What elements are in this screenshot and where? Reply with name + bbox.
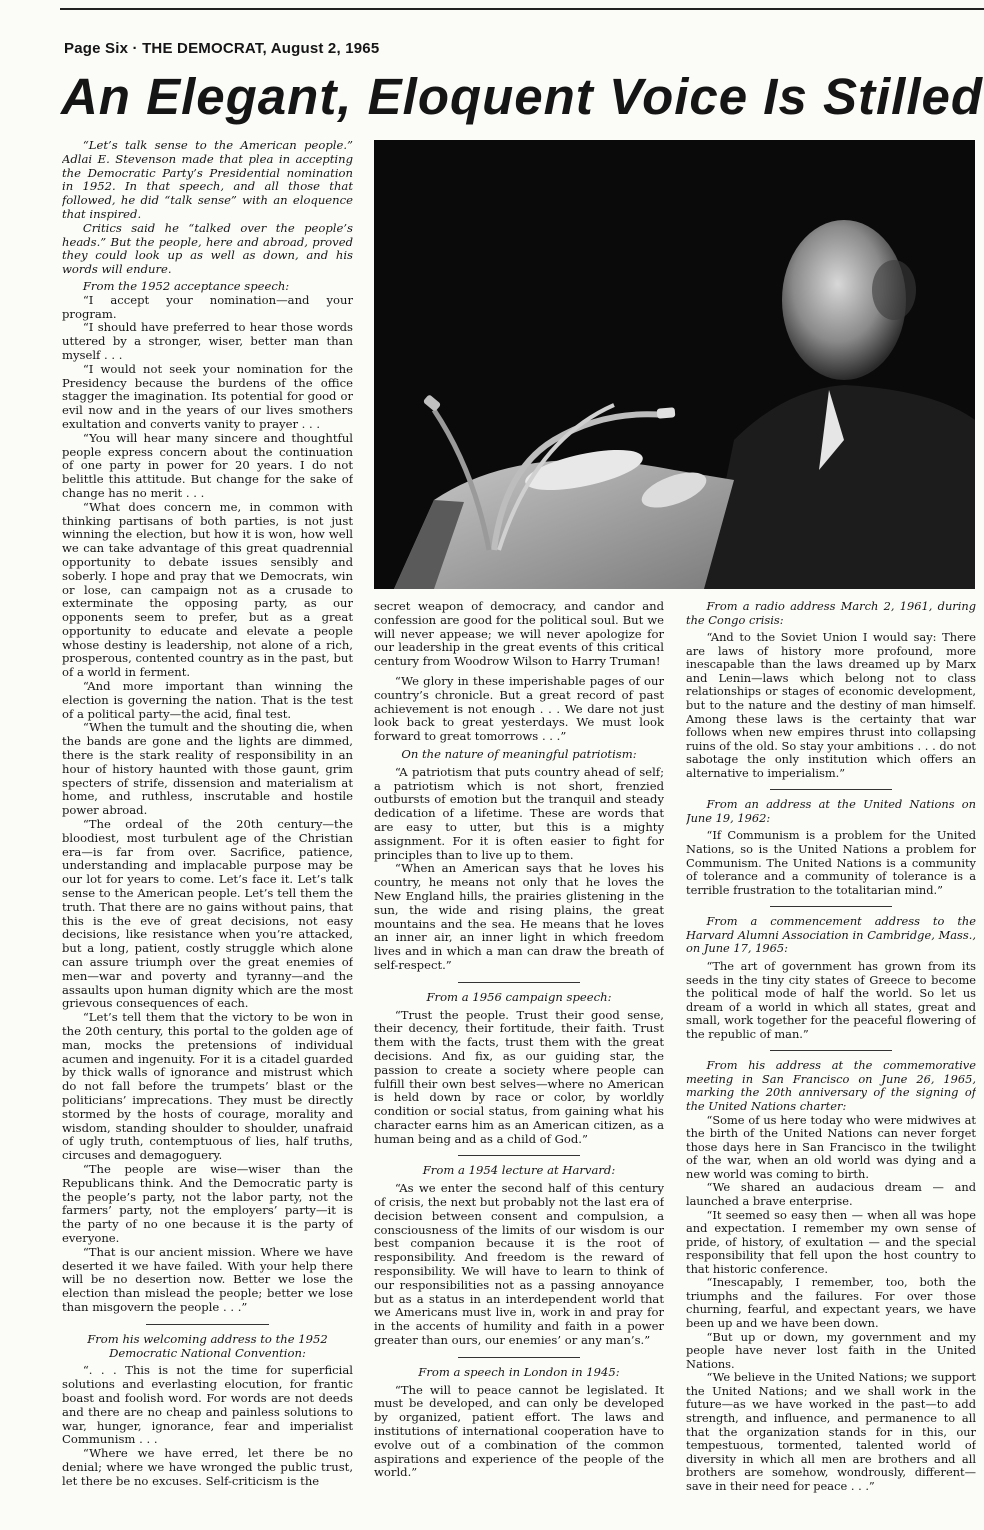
quote-paragraph: secret weapon of democracy, and candor and confession are good for the political soul. But we will never appease; we will never apologize for our leadership in the great events of this critical century from Woodrow Wilson to Harry Truman! xyxy=(374,600,664,669)
quote-paragraph: “What does concern me, in common with thinking partisans of both parties, is not just winning the election, but how it is won, how well we can take advantage of this great quadrennial opportunity to debate issues sensibly and soberly. I hope and pray that we Democrats, win or lose, can campaign not as a crusade to exterminate the opposing party, as our opponents seem to prefer, but as a great opportunity to educate and elevate a people whose destiny is leadership, not alone of a rich, prosperous, contented country as in the past, but of a world in ferment. xyxy=(62,499,353,680)
section-heading: From the 1952 acceptance speech: xyxy=(82,278,290,293)
section-divider xyxy=(770,1050,892,1051)
section-divider xyxy=(458,982,580,983)
section-heading: From a 1956 campaign speech: xyxy=(426,989,612,1004)
quote-paragraph: “Some of us here today who were midwives at the birth of the United Nations can never forget those days here in San Francisco in the twilight of the war, when an old world was dying and a new world was coming to birth. xyxy=(686,1112,976,1181)
section-heading: From a speech in London in 1945: xyxy=(418,1364,620,1379)
section-divider xyxy=(770,906,892,907)
article-column-3 xyxy=(686,600,976,1505)
quote-paragraph: “We shared an audacious dream — and launched a brave enterprise. xyxy=(686,1180,976,1208)
quote-paragraph: “I should have preferred to hear those words uttered by a stronger, wiser, better man than myself . . . xyxy=(62,320,353,362)
quote-paragraph: “It seemed so easy then — when all was hope and expectation. I remember my own sense of pride, of history, of exultation — and the special responsibility that fell upon the host country to that historic conference. xyxy=(686,1207,976,1276)
section-heading: From a commencement address to the Harvard Alumni Association in Cambridge, Mass., on June 17, 1965: xyxy=(686,914,976,956)
quote-paragraph: “Trust the people. Trust their good sense, their decency, their fortitude, their faith. Trust them with the facts, trust them with the great decisions. And fix, as our guiding star, the passion to create a society where people can fulfill their own best selves—where no American is held down by race or color, by worldly condition or social status, from gaining what his character earns him as an American citizen, as a human being and as a child of God.” xyxy=(374,1007,664,1146)
quote-paragraph: “The people are wise—wiser than the Republicans think. And the Democratic party is the people’s party, not the labor party, not the farmers’ party, not the employers’ party—it is the party of no one because it is the party of everyone. xyxy=(62,1161,353,1245)
quote-paragraph: “I accept your nomination—and your program. xyxy=(62,292,353,321)
section-heading: From a 1954 lecture at Harvard: xyxy=(422,1163,616,1178)
section-divider xyxy=(146,1324,268,1325)
quote-paragraph: “That is our ancient mission. Where we have deserted it we have failed. With your help there will be no desertion now. Better we lose the election than mislead the people; better we lose than misgovern the people . . .” xyxy=(62,1244,353,1314)
section-divider xyxy=(458,1155,580,1156)
section-heading: From an address at the United Nations on June 19, 1962: xyxy=(686,797,976,825)
section-divider xyxy=(770,789,892,790)
quote-paragraph: “We believe in the United Nations; we support the United Nations; and we shall work in the future—as we have worked in the past—to add strength, and influence, and permanence to all that the organization stands for in this, our tempestuous, tormented, talented world of diversity in which all men are brothers and all brothers are somehow, wondrously, different—save in their need for peace . . .” xyxy=(686,1370,976,1493)
quote-paragraph: “You will hear many sincere and thoughtful people express concern about the continuation of one party in power for 20 years. I do not belittle this attitude. But change for the sake of change has no merit . . . xyxy=(62,430,353,500)
section-heading: From his welcoming address to the 1952 Democratic National Convention: xyxy=(87,1331,328,1360)
section-divider xyxy=(458,1357,580,1358)
quote-paragraph: “The art of government has grown from its seeds in the tiny city states of Greece to become the political mode of half the world. So let us dream of a world in which all states, great and small, work together for the peaceful flowering of the republic of man.” xyxy=(686,958,976,1041)
section-heading: From a radio address March 2, 1961, during the Congo crisis: xyxy=(686,600,976,627)
intro-paragraph: “Let’s talk sense to the American people.” Adlai E. Stevenson made that plea in accepting the Democratic Party’s Presidential nomination in 1952. In that speech, and all those that followed, he did “talk sense” with an eloquence that inspired. xyxy=(62,139,353,221)
quote-paragraph: “I would not seek your nomination for the Presidency because the burdens of the office stagger the imagination. Its potential for good or evil now and in the years of our lives smothers exultation and converts vanity to prayer . . . xyxy=(62,361,353,431)
article-column-1 xyxy=(62,139,353,1514)
quote-paragraph: “A patriotism that puts country ahead of self; a patriotism which is not short, frenzied outbursts of emotion but the tranquil and steady dedication of a lifetime. These are words that are easy to utter, but this is a mighty assignment. For it is often easier to fight for principles than to live up to them. xyxy=(374,764,664,862)
section-heading: On the nature of meaningful patriotism: xyxy=(401,746,637,761)
quote-paragraph: “. . . This is not the time for superficial solutions and everlasting elocution, for frantic boast and foolish word. For words are not deeds and there are no cheap and painless solutions to war, hunger, ignorance, fear and imperialist Communism . . . xyxy=(62,1363,353,1447)
quote-paragraph: “When the tumult and the shouting die, when the bands are gone and the lights are dimmed, there is the stark reality of responsibility in an hour of history haunted with those gaunt, grim specters of strife, dissension and materialism at home, and ruthless, inscrutable and hostile power abroad. xyxy=(62,720,353,818)
page-folio: Page Six · THE DEMOCRAT, August 2, 1965 xyxy=(64,40,380,57)
quote-paragraph: “If Communism is a problem for the United Nations, so is the United Nations a problem for Communism. The United Nations is a community of tolerance and a community of tolerance is a terrible frustration to the totalitarian mind.” xyxy=(686,828,976,897)
quote-paragraph: “And to the Soviet Union I would say: There are laws of history more profound, more inescapable than the laws dreamed up by Marx and Lenin—laws which belong not to class relationships or stages of economic development, but to the nature and the destiny of man himself. Among these laws is the certainty that war follows when new empires thrust into collapsing ruins of the old. So stay your ambitions . . . do not sabotage the only institution which offers an alternative to imperialism.” xyxy=(686,630,976,780)
quote-paragraph: “As we enter the second half of this century of crisis, the next but probably not the last era of decision between consent and compulsion, a consciousness of the limits of our wisdom is our best companion because it is the root of responsibility. And freedom is the reward of responsibility. We will have to learn to think of our responsibilities not as a passing annoyance but as a status in an interdependent world that we Americans must live in, work in and pray for in the accents of humility and faith in a power greater than ours, our enemies’ or any man’s.” xyxy=(374,1181,664,1348)
stevenson-speaking-photo xyxy=(374,140,975,589)
quote-paragraph: “But up or down, my government and my people have never lost faith in the United Nations. xyxy=(686,1329,976,1371)
quote-paragraph: “And more important than winning the election is governing the nation. That is the test of a political party—the acid, final test. xyxy=(62,679,353,721)
section-heading: From his address at the commemorative meeting in San Francisco on June 26, 1965, marking the 20th anniversary of the signing of the United Nations charter: xyxy=(686,1058,976,1113)
headline: An Elegant, Eloquent Voice Is Stilled xyxy=(60,68,984,125)
article-column-2 xyxy=(374,600,664,1505)
quote-paragraph: “Let’s tell them that the victory to be won in the 20th century, this portal to the golden age of man, mocks the pretensions of individual acumen and ingenuity. For it is a citadel guarded by thick walls of ignorance and mistrust which do not fall before the trumpets’ blast or the politicians’ imprecations. They must be directly stormed by the hosts of courage, morality and wisdom, standing shoulder to shoulder, unafraid of ugly truth, contemptuous of lies, half truths, circuses and demagoguery. xyxy=(62,1010,353,1163)
quote-paragraph: “When an American says that he loves his country, he means not only that he loves the New England hills, the prairies glistening in the sun, the wide and rising plains, the great mountains and the sea. He means that he loves an inner air, an inner light in which freedom lives and in which a man can draw the breath of self-respect.” xyxy=(374,861,664,972)
quote-paragraph: “We glory in these imperishable pages of our country’s chronicle. But a great record of past achievement is not enough . . . We dare not just look back to great yesterdays. We must look forward to great tomorrows . . .” xyxy=(374,673,664,744)
quote-paragraph: “Inescapably, I remember, too, both the triumphs and the failures. For over those churning, fearful, and expectant years, we have been up and we have been down. xyxy=(686,1275,976,1330)
quote-paragraph: “The will to peace cannot be legislated. It must be developed, and can only be developed by organized, patient effort. The laws and institutions of international cooperation have to evolve out of a combination of the common aspirations and experience of the people of the world.” xyxy=(374,1382,664,1480)
intro-paragraph: Critics said he “talked over the people’s heads.” But the people, here and abroad, proved they could look up as well as down, and his words will endure. xyxy=(62,220,353,277)
top-border-rule xyxy=(60,8,984,10)
quote-paragraph: “The ordeal of the 20th century—the bloodiest, most turbulent age of the Christian era—is far from over. Sacrifice, patience, understanding and implacable purpose may be our lot for years to come. Let’s face it. Let’s talk sense to the American people. Let’s tell them the truth. That there are no gains without pains, that this is the eve of great decisions, not easy decisions, like resistance when you’re attacked, but a long, patient, costly struggle which alone can assure triumph over the great enemies of men—war and poverty and tyranny—and the assaults upon human dignity which are the most grievous consequences of each. xyxy=(62,817,353,1011)
quote-paragraph: “Where we have erred, let there be no denial; where we have wronged the public trust, let there be no excuses. Self-criticism is the xyxy=(62,1446,353,1488)
